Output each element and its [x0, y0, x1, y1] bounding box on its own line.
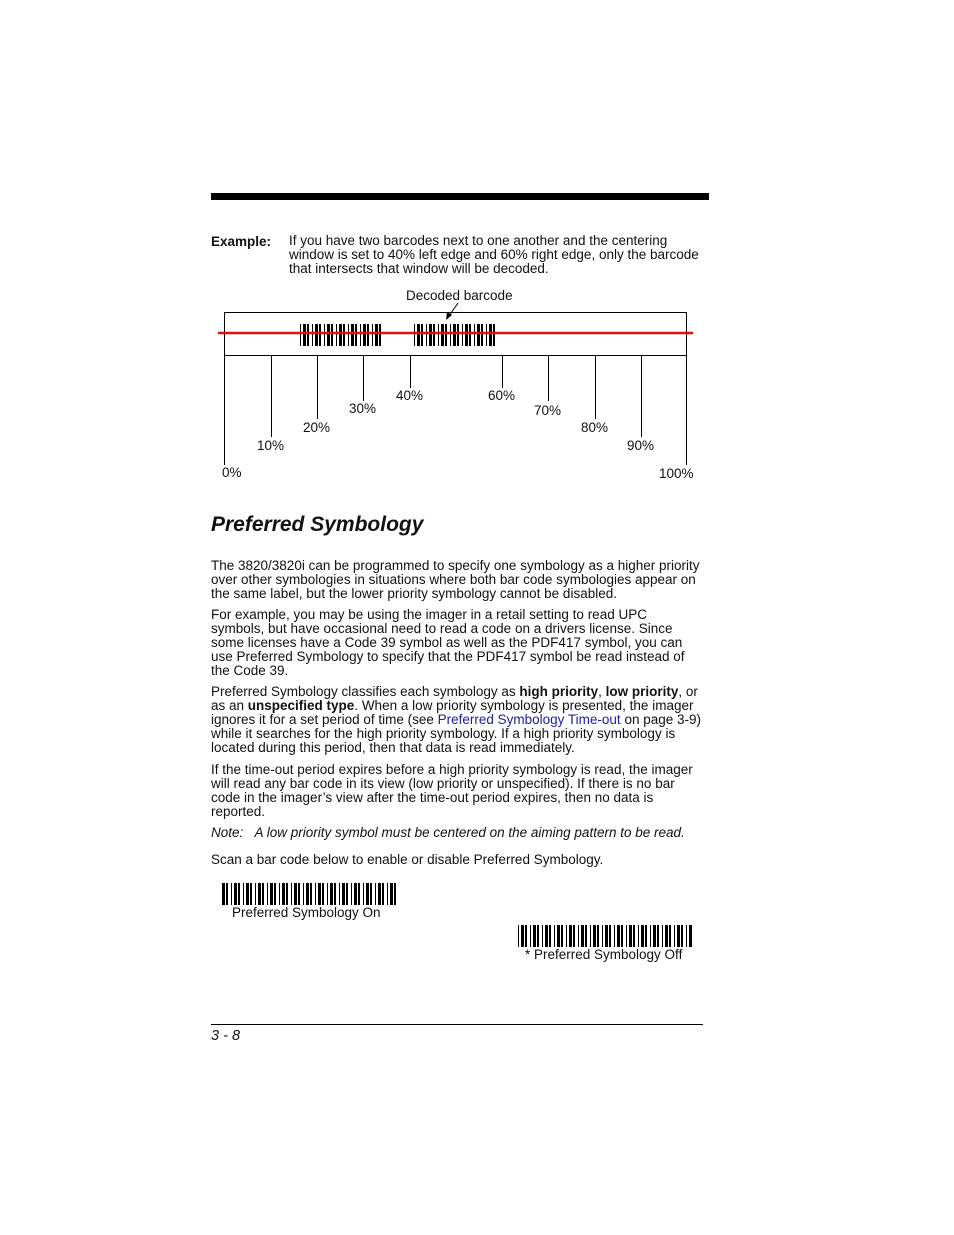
off-barcode-bar: [621, 925, 623, 947]
decoded-barcode-bar: [414, 324, 415, 346]
on-barcode-bar: [226, 883, 228, 905]
on-barcode-bar: [279, 883, 280, 905]
left-barcode-bar: [339, 324, 342, 346]
on-barcode-bar: [378, 883, 381, 905]
on-barcode-bar: [327, 883, 328, 905]
decoded-barcode-bar: [469, 324, 471, 346]
left-barcode-bar: [327, 324, 330, 346]
left-barcode-bar: [348, 324, 349, 346]
pct-label-0: 0%: [222, 465, 242, 480]
footer-rule: [211, 1024, 703, 1025]
off-barcode-bar: [590, 925, 591, 947]
left-barcode-bar: [355, 324, 357, 346]
on-barcode-bar: [306, 883, 309, 905]
decoded-barcode-bar: [441, 324, 444, 346]
paragraph-2: For example, you may be using the imager in a retail setting to read UPC symbols, but have occasional need to read a code on a drivers license. Since some licenses have a Code 39 symbol as well as the PDF417 symbol, you can use Preferred Symbology to specify that the PDF417 symbol be read instead of the Code 39.: [211, 607, 685, 678]
left-barcode-bar: [360, 324, 361, 346]
on-barcode-bar: [231, 883, 232, 905]
on-barcode-bar: [255, 883, 256, 905]
off-barcode-bar: [597, 925, 599, 947]
decoded-barcode-bar: [481, 324, 483, 346]
left-barcode-bar: [307, 324, 309, 346]
on-barcode-bar: [330, 883, 333, 905]
pct-label-30: 30%: [349, 401, 377, 416]
on-barcode-bar: [382, 883, 384, 905]
para3-text-1: Preferred Symbology classifies each symbology as: [211, 684, 520, 699]
para3-text-3: , or as an: [211, 684, 698, 713]
off-barcode-bar: [641, 925, 644, 947]
off-barcode-bar: [561, 925, 563, 947]
pct-label-70: 70%: [534, 403, 562, 418]
decoded-barcode-bar: [417, 324, 420, 346]
off-barcode-bar: [681, 925, 683, 947]
decoded-barcode-bar: [438, 324, 439, 346]
left-barcode-bar: [336, 324, 337, 346]
on-barcode-bar: [262, 883, 264, 905]
para3-text-4: . When a low priority symbology is presented, the imager ignores it for a set period of time (see: [211, 698, 694, 727]
on-barcode-bar: [358, 883, 360, 905]
on-barcode-bar: [342, 883, 345, 905]
on-barcode-bar: [310, 883, 312, 905]
pct-label-10: 10%: [257, 438, 285, 453]
off-barcode-bar: [537, 925, 539, 947]
left-barcode: [300, 324, 381, 346]
pct-label-20: 20%: [303, 420, 331, 435]
left-barcode-bar: [379, 324, 381, 346]
off-barcode-bar: [573, 925, 575, 947]
on-barcode-bar: [363, 883, 364, 905]
on-barcode-bar: [315, 883, 316, 905]
off-barcode-bar: [518, 925, 519, 947]
decoded-barcode-bar: [445, 324, 447, 346]
para3-text-5: on page 3-9) while it searches for the high priority symbology. If a high priority symbology is located during this period, then that data is read immediately.: [211, 712, 701, 755]
off-barcode-bar: [609, 925, 611, 947]
off-barcode-bar: [653, 925, 656, 947]
off-barcode-bar: [593, 925, 596, 947]
decoded-barcode-bar: [489, 324, 492, 346]
off-barcode-bar: [645, 925, 647, 947]
barcode-off-label: * Preferred Symbology Off: [525, 947, 683, 962]
pct-label-100: 100%: [659, 466, 694, 481]
left-barcode-bar: [300, 324, 301, 346]
decoded-barcode-bar: [493, 324, 495, 346]
off-barcode-bar: [657, 925, 659, 947]
decoded-barcode-bar: [477, 324, 480, 346]
off-barcode-bar: [633, 925, 635, 947]
decoded-barcode-bar: [486, 324, 487, 346]
decoded-barcode-bar: [465, 324, 468, 346]
decoded-barcode-bar: [462, 324, 463, 346]
left-barcode-bar: [303, 324, 306, 346]
decoded-barcode-bar: [426, 324, 427, 346]
off-barcode-bar: [554, 925, 555, 947]
pct-label-60: 60%: [488, 388, 516, 403]
note-text: A low priority symbol must be centered on the aiming pattern to be read.: [254, 825, 685, 840]
para3-text-2: ,: [598, 684, 606, 699]
pct-label-90: 90%: [627, 438, 655, 453]
barcode-preferred-on[interactable]: [222, 883, 397, 905]
off-barcode-bar: [530, 925, 531, 947]
on-barcode-bar: [390, 883, 393, 905]
low-priority-term: low priority: [605, 684, 679, 699]
on-barcode-bar: [286, 883, 288, 905]
on-barcode-bar: [243, 883, 244, 905]
high-priority-term: high priority: [519, 684, 599, 699]
off-barcode-bar: [626, 925, 627, 947]
on-barcode-bar: [375, 883, 376, 905]
example-label: Example:: [211, 234, 272, 249]
on-barcode-bar: [267, 883, 268, 905]
on-barcode-bar: [258, 883, 261, 905]
off-barcode-bar: [617, 925, 620, 947]
left-barcode-bar: [324, 324, 325, 346]
decoded-barcode-bar: [453, 324, 456, 346]
on-barcode-bar: [387, 883, 388, 905]
paragraph-4: If the time-out period expires before a high priority symbology is read, the imager will read any bar code in its view (low priority or unspecified). If there is no bar code in the imager’s view after the time-out period expires, then no data is reported.: [211, 762, 693, 819]
off-barcode-bar: [614, 925, 615, 947]
off-barcode-bar: [677, 925, 680, 947]
left-barcode-bar: [375, 324, 378, 346]
left-barcode-bar: [319, 324, 321, 346]
pct-label-40: 40%: [396, 388, 424, 403]
on-barcode-bar: [370, 883, 372, 905]
on-barcode-bar: [222, 883, 225, 905]
on-barcode-bar: [282, 883, 285, 905]
off-barcode-bar: [674, 925, 675, 947]
left-barcode-bar: [351, 324, 354, 346]
off-barcode-bar: [629, 925, 632, 947]
barcode-on-label: Preferred Symbology On: [232, 905, 381, 920]
decoded-barcode-bar: [457, 324, 459, 346]
left-barcode-bar: [315, 324, 318, 346]
on-barcode-bar: [346, 883, 348, 905]
off-barcode-bar: [521, 925, 524, 947]
off-barcode-bar: [542, 925, 543, 947]
off-barcode-bar: [557, 925, 560, 947]
example-text: If you have two barcodes next to one another and the centering window is set to 40% left edge and 60% right edge, only the barcode that intersects that window will be decoded.: [289, 233, 699, 276]
timeout-link[interactable]: Preferred Symbology Time-out: [437, 712, 621, 727]
on-barcode-bar: [234, 883, 237, 905]
off-barcode-bar: [569, 925, 572, 947]
on-barcode-bar: [354, 883, 357, 905]
off-barcode-bar: [650, 925, 651, 947]
on-barcode-bar: [334, 883, 336, 905]
off-barcode-bar: [585, 925, 587, 947]
barcode-preferred-off[interactable]: [518, 925, 693, 947]
on-barcode-bar: [238, 883, 240, 905]
left-barcode-bar: [312, 324, 313, 346]
off-barcode-bar: [665, 925, 668, 947]
on-barcode-bar: [303, 883, 304, 905]
off-barcode-bar: [545, 925, 548, 947]
on-barcode-bar: [318, 883, 321, 905]
left-barcode-bar: [343, 324, 345, 346]
paragraph-1: The 3820/3820i can be programmed to specify one symbology as a higher priority over other symbologies in situations where both bar code symbologies appear on the same label, but the lower priority symbology cannot be disabled.: [211, 558, 700, 601]
on-barcode-bar: [394, 883, 396, 905]
on-barcode-bar: [294, 883, 297, 905]
decoded-barcode-bar: [421, 324, 423, 346]
scan-instruction: Scan a bar code below to enable or disable Preferred Symbology.: [211, 852, 604, 867]
left-barcode-bar: [363, 324, 366, 346]
left-barcode-bar: [331, 324, 333, 346]
note: [211, 825, 685, 840]
paragraph-3: [211, 685, 703, 755]
diagram-caption: Decoded barcode: [406, 288, 513, 303]
on-barcode-bar: [298, 883, 300, 905]
on-barcode-bar: [291, 883, 292, 905]
on-barcode-bar: [366, 883, 369, 905]
on-barcode-bar: [339, 883, 340, 905]
off-barcode-bar: [605, 925, 608, 947]
page-number: 3 - 8: [211, 1028, 241, 1044]
off-barcode-bar: [549, 925, 551, 947]
decoded-barcode-bar: [450, 324, 451, 346]
off-barcode-bar: [581, 925, 584, 947]
pct-label-80: 80%: [581, 420, 609, 435]
off-barcode-bar: [602, 925, 603, 947]
decoded-barcode-bar: [474, 324, 475, 346]
off-barcode-bar: [686, 925, 687, 947]
on-barcode-bar: [246, 883, 249, 905]
off-barcode-bar: [689, 925, 692, 947]
left-barcode-bar: [367, 324, 369, 346]
on-barcode-bar: [274, 883, 276, 905]
off-barcode-bar: [662, 925, 663, 947]
unspecified-type-term: unspecified type: [247, 698, 355, 713]
decoded-barcode-bar: [429, 324, 432, 346]
centering-window-diagram: [0, 0, 954, 500]
on-barcode-bar: [250, 883, 252, 905]
section-heading: Preferred Symbology: [211, 513, 424, 536]
on-barcode-bar: [351, 883, 352, 905]
off-barcode-bar: [566, 925, 567, 947]
left-barcode-bar: [372, 324, 373, 346]
on-barcode-bar: [322, 883, 324, 905]
decoded-barcode-bar: [433, 324, 435, 346]
off-barcode-bar: [578, 925, 579, 947]
note-label: Note:: [211, 825, 244, 840]
off-barcode-bar: [638, 925, 639, 947]
off-barcode-bar: [525, 925, 527, 947]
off-barcode-bar: [533, 925, 536, 947]
off-barcode-bar: [669, 925, 671, 947]
on-barcode-bar: [270, 883, 273, 905]
decoded-barcode: [414, 324, 495, 346]
